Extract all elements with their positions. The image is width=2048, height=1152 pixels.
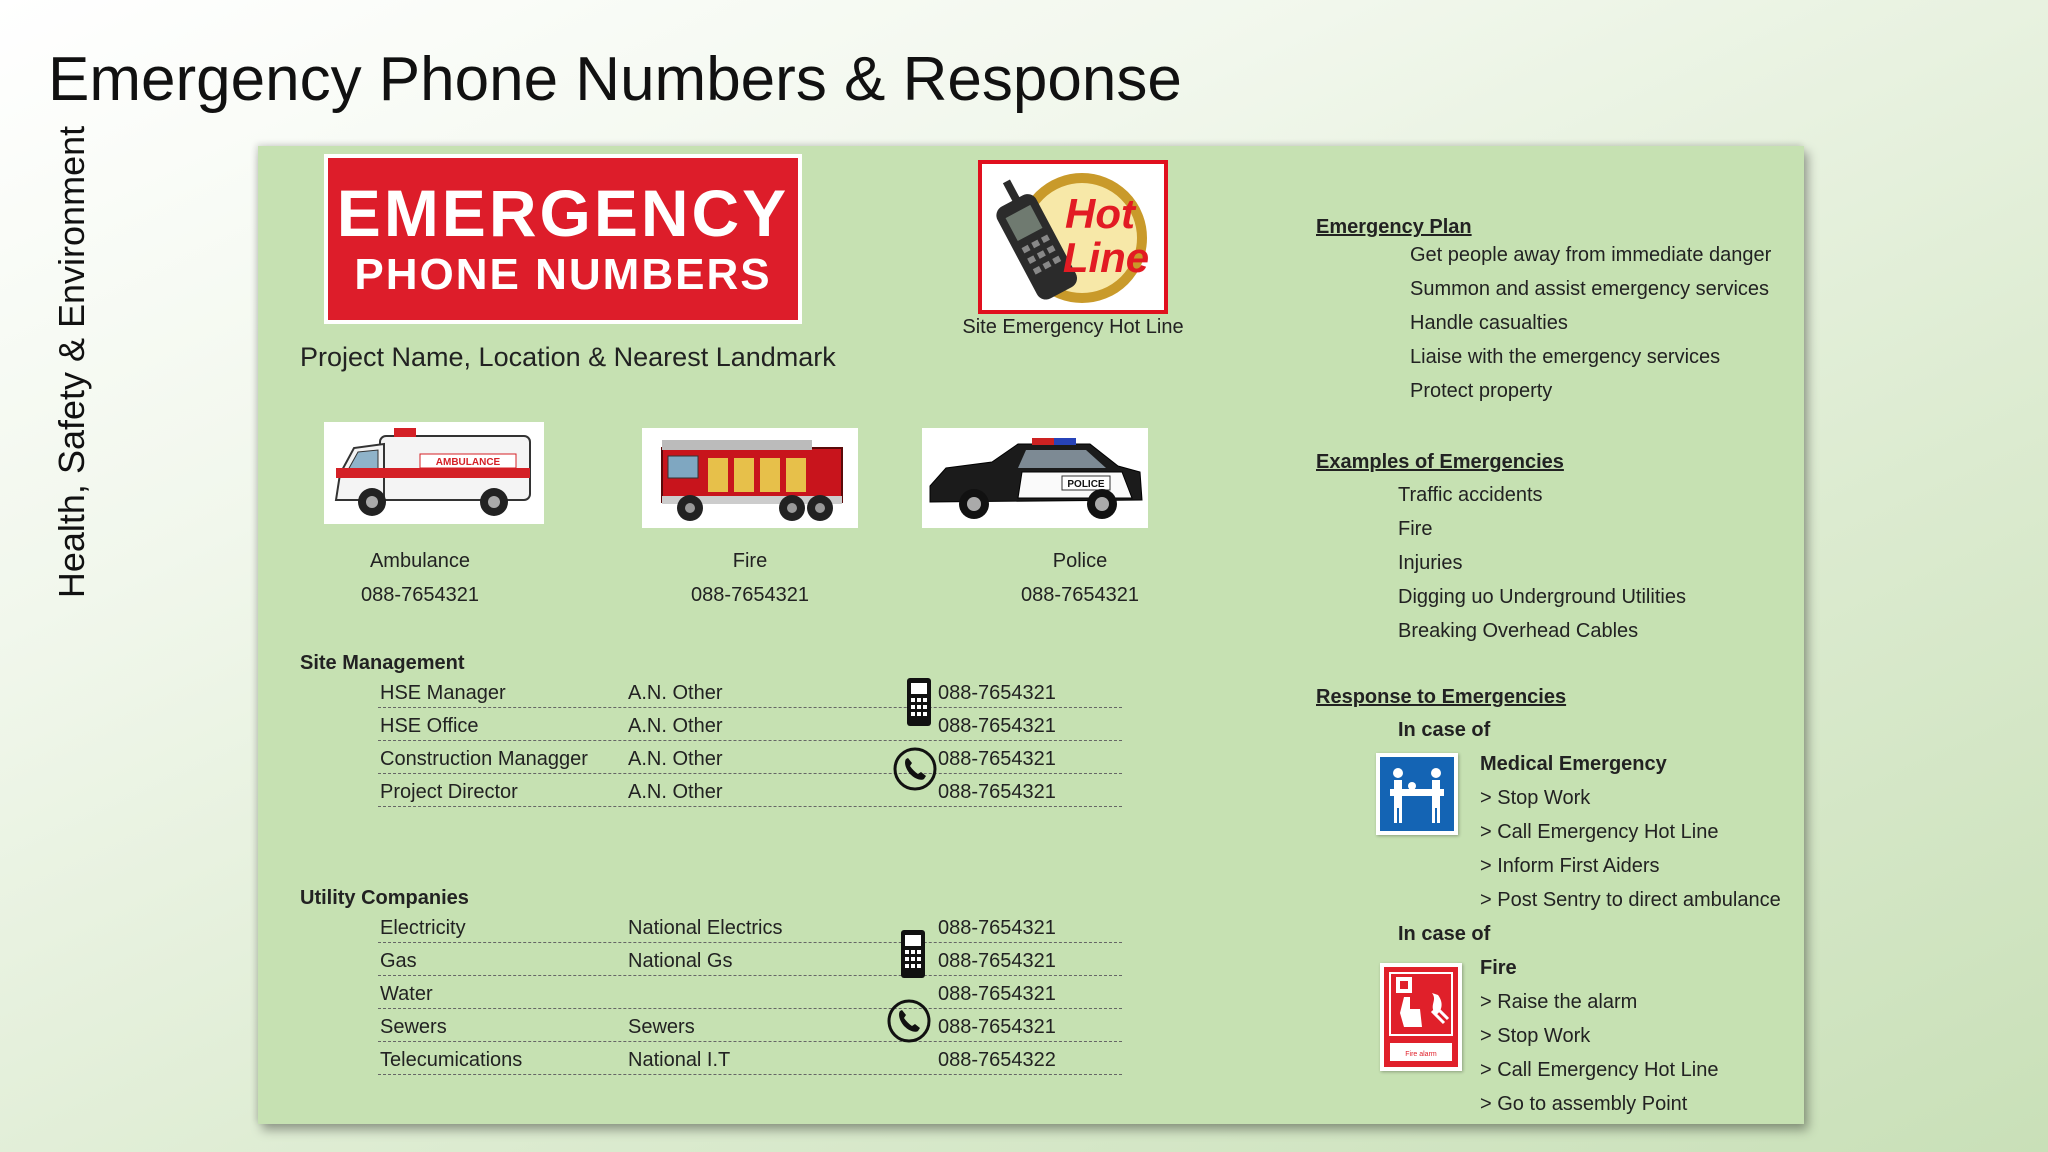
medical-emergency-title: Medical Emergency [1480,753,1667,775]
fire-title: Fire [1480,957,1517,979]
fire-truck-image [642,428,858,528]
fire-phone: 088-7654321 [691,584,809,606]
hotline-phone-icon [982,164,1164,310]
medical-step: > Post Sentry to direct ambulance [1480,889,1781,911]
mobile-phone-icon [904,676,934,728]
name-cell: A.N. Other [628,781,723,803]
role-cell: Electricity [380,917,466,939]
emergency-plan-heading: Emergency Plan [1316,216,1472,238]
role-cell: Gas [380,950,417,972]
role-cell: HSE Office [380,715,479,737]
plan-item: Handle casualties [1410,312,1568,334]
medical-step: > Call Emergency Hot Line [1480,821,1719,843]
fire-step: > Go to assembly Point [1480,1093,1688,1115]
hotline-word-1: Hot [1065,190,1135,237]
phone-cell: 088-7654321 [938,781,1056,803]
role-cell: HSE Manager [380,682,506,704]
examples-heading: Examples of Emergencies [1316,451,1564,473]
in-case-of-label: In case of [1398,923,1491,945]
table-row [378,740,1122,774]
name-cell: A.N. Other [628,682,723,704]
name-cell: A.N. Other [628,715,723,737]
table-row [378,909,1122,943]
table-row [378,707,1122,741]
plan-item: Liaise with the emergency services [1410,346,1721,368]
fire-alarm-sign-icon [1380,963,1462,1071]
fire-sign-text: Fire alarm [1405,1051,1437,1058]
utilities-heading: Utility Companies [300,887,469,909]
police-phone: 088-7654321 [1021,584,1139,606]
telephone-icon [886,998,932,1044]
role-cell: Sewers [380,1016,447,1038]
response-heading: Response to Emergencies [1316,686,1567,708]
police-badge: POLICE [1067,479,1105,490]
example-item: Digging uo Underground Utilities [1398,586,1686,608]
fire-step: > Raise the alarm [1480,991,1638,1013]
role-cell: Construction Managger [380,748,588,770]
hotline-caption: Site Emergency Hot Line [962,316,1184,338]
role-cell: Water [380,983,433,1005]
phone-cell: 088-7654321 [938,748,1056,770]
table-row [378,674,1122,708]
phone-cell: 088-7654321 [938,950,1056,972]
hotline-logo [978,160,1168,314]
police-car-image [922,428,1148,528]
table-row [378,773,1122,807]
police-label: Police [1052,550,1108,572]
project-line: Project Name, Location & Nearest Landmark [300,342,836,372]
example-item: Fire [1398,518,1433,540]
table-row [378,1008,1122,1042]
ambulance-badge: AMBULANCE [435,457,501,468]
table-row [378,942,1122,976]
plan-item: Summon and assist emergency services [1410,278,1770,300]
plan-item: Protect property [1410,380,1553,402]
name-cell: A.N. Other [628,748,723,770]
name-cell: Sewers [628,1016,695,1038]
stretcher-sign-icon [1376,753,1458,835]
fire-label: Fire [732,550,768,572]
example-item: Breaking Overhead Cables [1398,620,1639,642]
fire-step: > Stop Work [1480,1025,1591,1047]
table-row [378,1041,1122,1075]
fire-step: > Call Emergency Hot Line [1480,1059,1719,1081]
banner-title: EMERGENCY [336,176,790,250]
in-case-of-label: In case of [1398,719,1491,741]
phone-cell: 088-7654321 [938,917,1056,939]
role-cell: Telecumications [380,1049,523,1071]
medical-step: > Inform First Aiders [1480,855,1660,877]
side-section-label: Health, Safety & Environment [51,125,92,599]
hotline-word-2: Line [1062,234,1150,281]
example-item: Injuries [1398,552,1463,574]
name-cell: National Electrics [628,917,783,939]
emergency-poster [258,146,1804,1124]
phone-cell: 088-7654321 [938,983,1056,1005]
name-cell: National I.T [628,1049,731,1071]
emergency-banner [324,154,802,324]
page-title: Emergency Phone Numbers & Response [48,45,1182,114]
phone-cell: 088-7654322 [938,1049,1056,1071]
medical-step: > Stop Work [1480,787,1591,809]
phone-cell: 088-7654321 [938,1016,1056,1038]
telephone-icon [892,746,938,792]
table-row [378,975,1122,1009]
example-item: Traffic accidents [1398,484,1543,506]
mobile-phone-icon [898,928,928,980]
ambulance-phone: 088-7654321 [361,584,479,606]
plan-item: Get people away from immediate danger [1410,244,1772,266]
phone-cell: 088-7654321 [938,715,1056,737]
banner-subtitle: PHONE NUMBERS [354,250,772,299]
ambulance-image [324,422,544,524]
name-cell: National Gs [628,950,733,972]
role-cell: Project Director [380,781,518,803]
phone-cell: 088-7654321 [938,682,1056,704]
site-management-heading: Site Management [300,652,465,674]
ambulance-label: Ambulance [369,550,471,572]
